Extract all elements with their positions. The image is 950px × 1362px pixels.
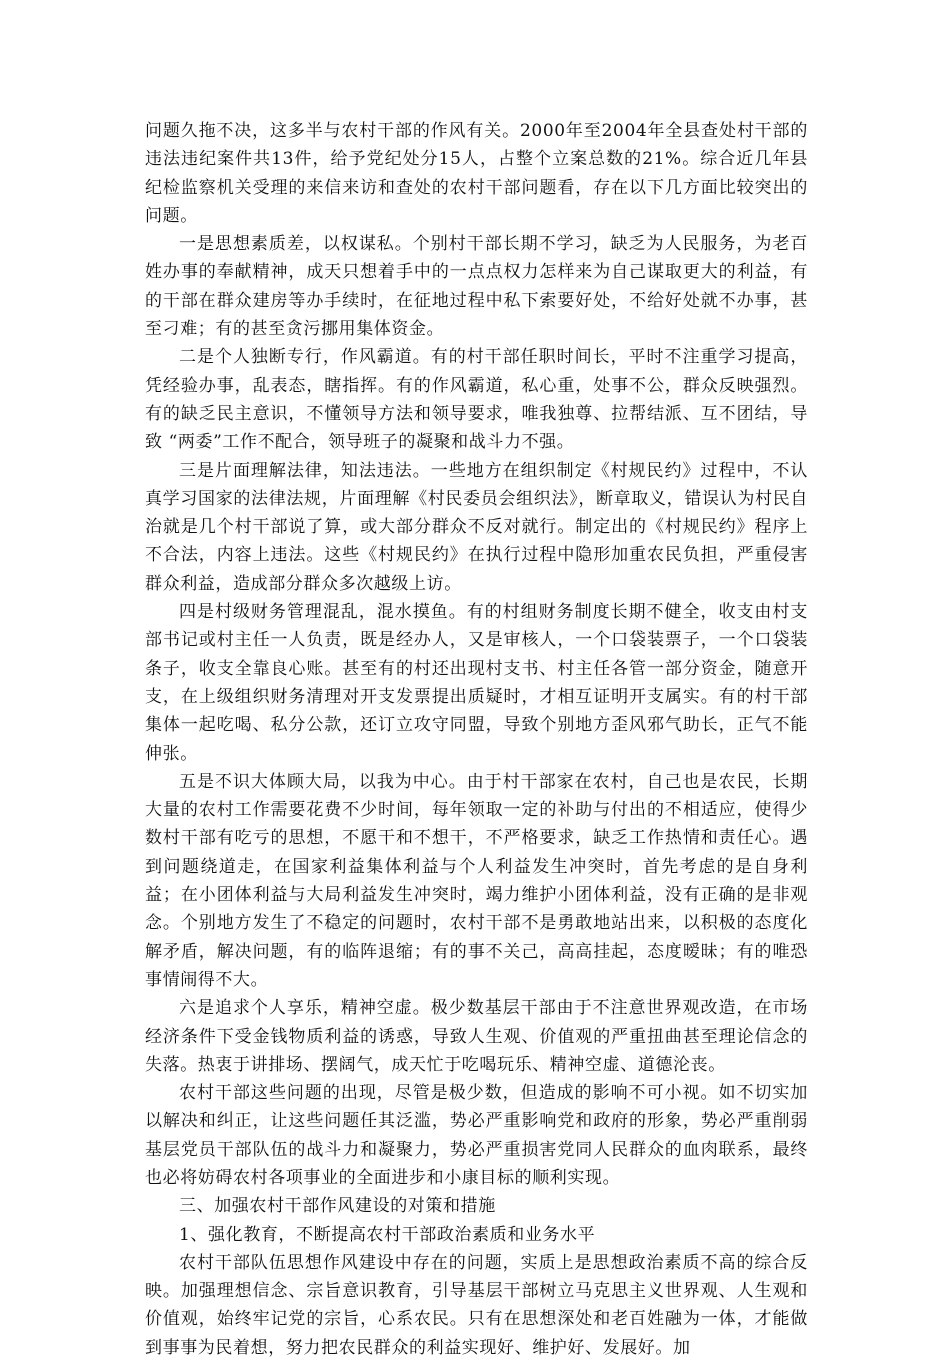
section-heading: 三、加强农村干部作风建设的对策和措施 [179, 1196, 496, 1217]
paragraph-issue-1: 一是思想素质差，以权谋私。个别村干部长期不学习，缺乏为人民服务，为老百姓办事的奉献精神，成天只想着手中的一点点权力怎样来为自己谋取更大的利益，有的干部在群众建房等办手续时，在征地过程中私下索要好处，不给好处就不办事，甚至刁难；有的甚至贪污挪用集体资金。 [145, 234, 808, 340]
paragraph-measure-1: 农村干部队伍思想作风建设中存在的问题，实质上是思想政治素质不高的综合反映。加强理想信念、宗旨意识教育，引导基层干部树立马克思主义世界观、人生观和价值观，始终牢记党的宗旨，心系农民。只有在思想深处和老百姓融为一体，才能做到事事为民着想，努力把农民群众的利益实现好、维护好、发展好。加 [145, 1252, 808, 1358]
paragraph-issue-3: 三是片面理解法律，知法违法。一些地方在组织制定《村规民约》过程中，不认真学习国家的法律法规，片面理解《村民委员会组织法》，断章取义，错误认为村民自治就是几个村干部说了算，或大部分群众不反对就行。制定出的《村规民约》程序上不合法，内容上违法。这些《村规民约》在执行过程中隐形加重农民负担，严重侵害群众利益，造成部分群众多次越级上访。 [145, 460, 808, 594]
subsection-heading: 1、强化教育，不断提高农村干部政治素质和业务水平 [179, 1224, 596, 1245]
paragraph-summary: 农村干部这些问题的出现，尽管是极少数，但造成的影响不可小视。如不切实加以解决和纠正，让这些问题任其泛滥，势必严重影响党和政府的形象，势必严重削弱基层党员干部队伍的战斗力和凝聚力，势必严重损害党同人民群众的血肉联系，最终也必将妨碍农村各项事业的全面进步和小康目标的顺利实现。 [145, 1083, 808, 1188]
paragraph-issue-5: 五是不识大体顾大局，以我为中心。由于村干部家在农村，自己也是农民，长期大量的农村工作需要花费不少时间，每年领取一定的补助与付出的不相适应，使得少数村干部有吃亏的思想，不愿干和不想干，不严格要求，缺乏工作热情和责任心。遇到问题绕道走，在国家利益集体利益与个人利益发生冲突时，首先考虑的是自身利益；在小团体利益与大局利益发生冲突时，竭力维护小团体利益，没有正确的是非观念。个别地方发生了不稳定的问题时，农村干部不是勇敢地站出来，以积极的态度化解矛盾，解决问题，有的临阵退缩；有的事不关己，高高挂起，态度暧昧；有的唯恐事情闹得不大。 [145, 771, 808, 990]
paragraph-issue-2: 二是个人独断专行，作风霸道。有的村干部任职时间长，平时不注重学习提高，凭经验办事，乱表态，瞎指挥。有的作风霸道，私心重，处事不公，群众反映强烈。有的缺乏民主意识，不懂领导方法和领导要求，唯我独尊、拉帮结派、互不团结，导致 “两委”工作不配合，领导班子的凝聚和战斗力不强。 [145, 347, 808, 453]
document-body [145, 117, 808, 1362]
paragraph-issue-4: 四是村级财务管理混乱，混水摸鱼。有的村组财务制度长期不健全，收支由村支部书记或村主任一人负责，既是经办人，又是审核人，一个口袋装票子，一个口袋装条子，收支全靠良心账。甚至有的村还出现村支书、村主任各管一部分资金，随意开支，在上级组织财务清理对开支发票提出质疑时，才相互证明开支属实。有的村干部集体一起吃喝、私分公款，还订立攻守同盟，导致个别地方歪风邪气助长，正气不能伸张。 [145, 602, 808, 764]
paragraph-issue-6: 六是追求个人享乐，精神空虚。极少数基层干部由于不注意世界观改造，在市场经济条件下受金钱物质利益的诱惑，导致人生观、价值观的严重扭曲甚至理论信念的失落。热衷于讲排场、摆阔气，成天忙于吃喝玩乐、精神空虚、道德沦丧。 [145, 998, 808, 1075]
paragraph-intro: 问题久拖不决，这多半与农村干部的作风有关。2000年至2004年全县查处村干部的违法违纪案件共13件，给予党纪处分15人，占整个立案总数的21%。综合近几年县纪检监察机关受理的来信来访和查处的农村干部问题看，存在以下几方面比较突出的问题。 [145, 121, 808, 226]
